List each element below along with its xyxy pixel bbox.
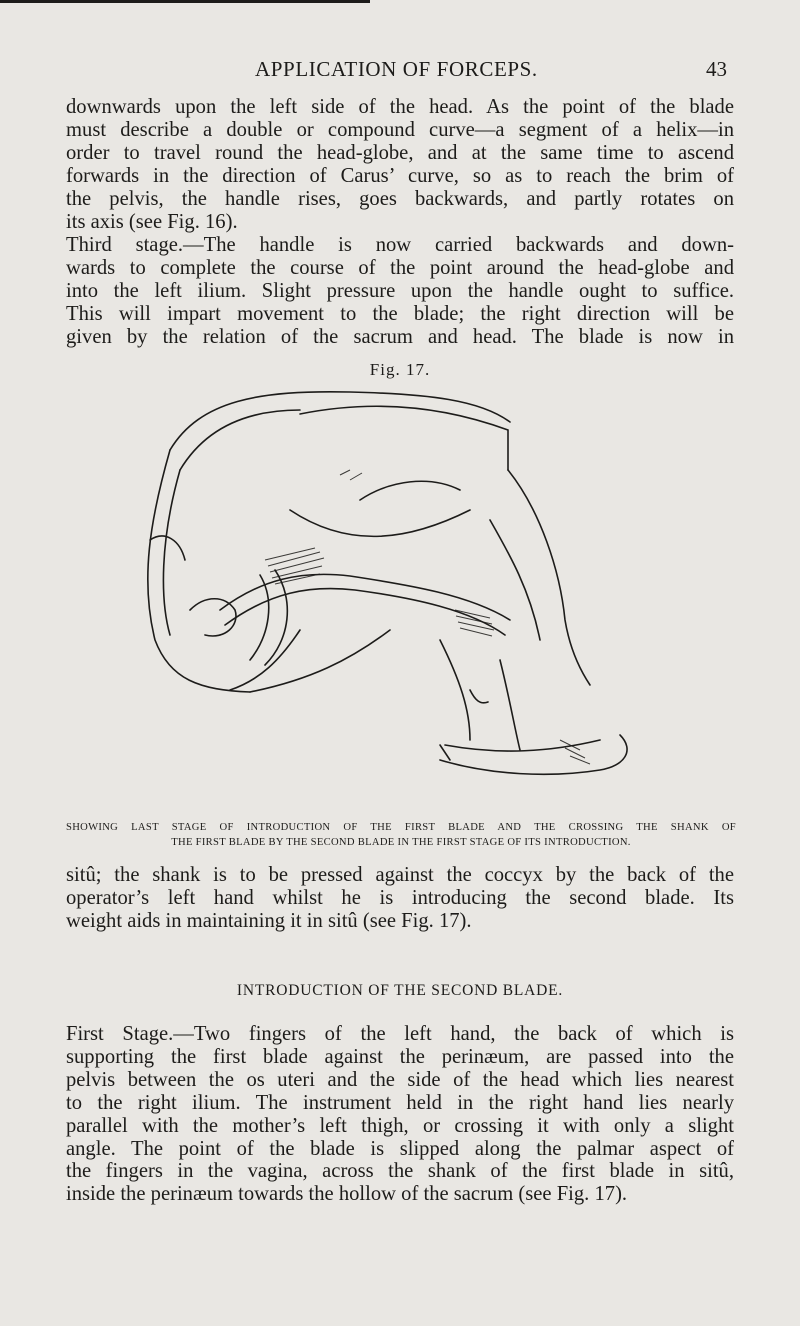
text-line [66,211,734,234]
text-line: wards to complete the course of the point around the head-globe and [66,256,734,279]
forceps-illustration [110,380,670,800]
text-line: to the right ilium. The instrument held in the right hand lies nearly [66,1091,734,1114]
text-line: into the left ilium. Slight pressure upon the handle ought to suffice. [66,279,734,302]
caption-line-1: SHOWING LAST STAGE OF INTRODUCTION OF THE FIRST BLADE AND THE CROSSING THE SHANK OF [66,822,736,833]
text-line: inside the perinæum towards the hollow of the sacrum (see Fig. 17). [66,1183,628,1206]
paragraph-situ [66,864,734,933]
running-head-title: APPLICATION OF FORCEPS. [255,57,538,81]
text-line: given by the relation of the sacrum and head. The blade is now in [66,325,734,348]
text-line: forwards in the direction of Carus’ curve, so as to reach the brim of [66,164,734,187]
text-line: Third stage.—The handle is now carried backwards and down- [66,234,734,256]
figure-caption [66,820,736,850]
text-line: First Stage.—Two fingers of the left hand, the back of which is [66,1023,734,1045]
text-line: downwards upon the left side of the head. As the point of the blade [66,96,734,118]
text-line: This will impart movement to the blade; the right direction will be [66,302,734,325]
figure-label: Fig. 17. [369,360,431,379]
fig-reference-line: its axis (see Fig. 16). [66,210,238,233]
paragraph-continuation [66,96,734,233]
paragraph-first-stage [66,1023,734,1206]
text-line: weight aids in maintaining it in sitû (see Fig. 17). [66,909,472,932]
text-line: the fingers in the vagina, across the shank of the first blade in sitû, [66,1160,734,1183]
text-line: operator’s left hand whilst he is introducing the second blade. Its [66,886,734,909]
text-line: supporting the first blade against the perinæum, are passed into the [66,1045,734,1068]
page-number: 43 [706,57,727,81]
text-line: must describe a double or compound curve—a segment of a helix—in [66,118,734,141]
caption-line-2: THE FIRST BLADE BY THE SECOND BLADE IN THE FIRST STAGE OF ITS INTRODUCTION. [171,837,631,848]
running-head [0,57,800,87]
section-heading: INTRODUCTION OF THE SECOND BLADE. [236,982,564,999]
text-line: pelvis between the os uteri and the side of the head which lies nearest [66,1068,734,1091]
text-line: the pelvis, the handle rises, goes backwards, and partly rotates on [66,187,734,210]
text-line: order to travel round the head-globe, and at the same time to ascend [66,141,734,164]
text-line: angle. The point of the blade is slipped along the palmar aspect of [66,1137,734,1160]
page-top-rule [0,0,370,3]
paragraph-third-stage [66,234,734,349]
text-line: parallel with the mother’s left thigh, or crossing it with only a slight [66,1114,734,1137]
text-line: sitû; the shank is to be pressed against the coccyx by the back of the [66,864,734,886]
